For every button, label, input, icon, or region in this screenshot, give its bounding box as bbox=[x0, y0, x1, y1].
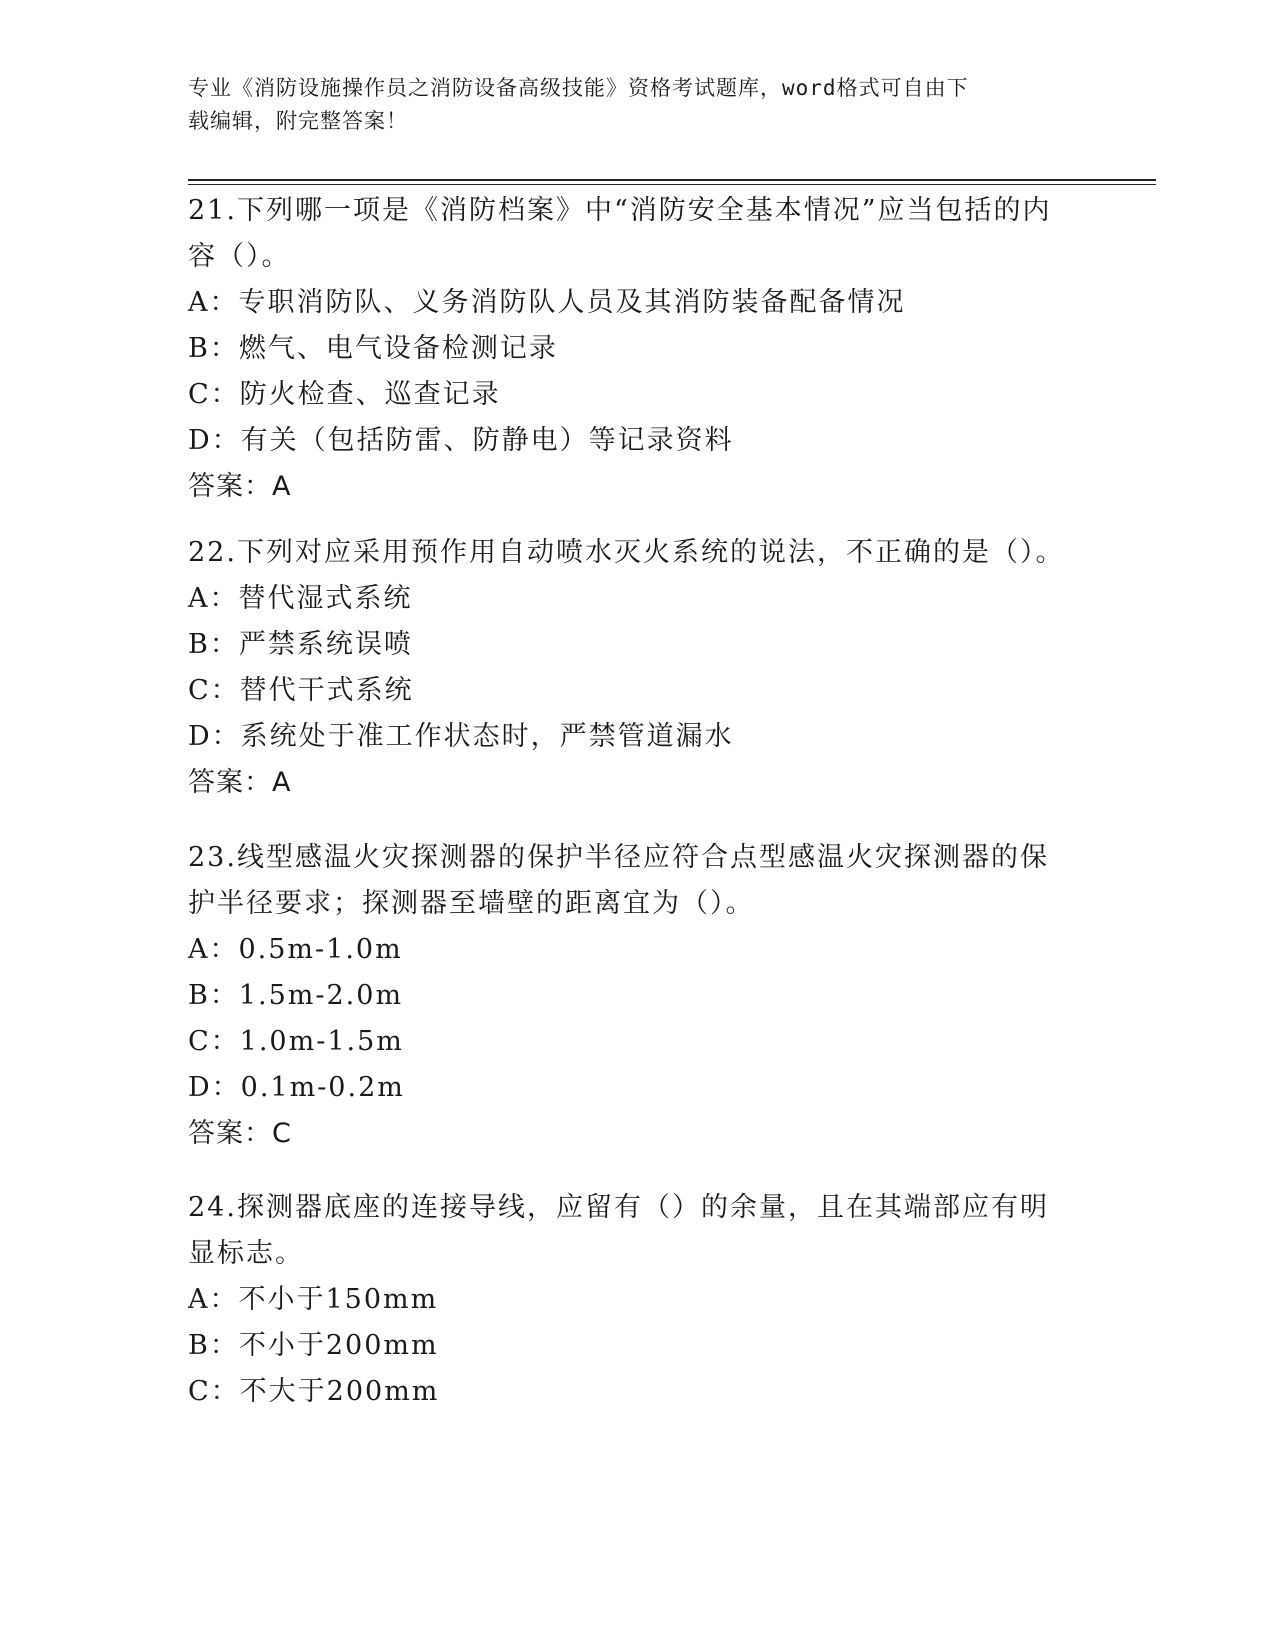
option-a: A：不小于150mm bbox=[188, 1284, 439, 1315]
question-stem: 23.线型感温火灾探测器的保护半径应符合点型感温火灾探测器的保护半径要求；探测器至墙壁的距离宜为（）。 bbox=[188, 842, 1049, 919]
option-b: B：1.5m-2.0m bbox=[188, 980, 404, 1011]
option-a: A：专职消防队、义务消防队人员及其消防装备配备情况 bbox=[188, 287, 906, 318]
question-stem: 24.探测器底座的连接导线，应留有（）的余量，且在其端部应有明显标志。 bbox=[188, 1192, 1049, 1269]
option-b: B：严禁系统误喷 bbox=[188, 629, 413, 660]
option-c: C：1.0m-1.5m bbox=[188, 1026, 404, 1057]
option-b: B：燃气、电气设备检测记录 bbox=[188, 333, 558, 364]
answer-label: 答案：A bbox=[188, 471, 292, 502]
header-line-2: 载编辑，附完整答案！ bbox=[188, 109, 408, 133]
document-header bbox=[188, 72, 1068, 138]
question-stem: 22.下列对应采用预作用自动喷水灭火系统的说法，不正确的是（）。 bbox=[188, 537, 1065, 568]
option-d: D：0.1m-0.2m bbox=[188, 1072, 405, 1103]
option-a: A：替代湿式系统 bbox=[188, 583, 413, 614]
answer-label: 答案：A bbox=[188, 767, 292, 798]
question-stem: 21.下列哪一项是《消防档案》中“消防安全基本情况”应当包括的内容（）。 bbox=[188, 195, 1052, 272]
option-d: D：系统处于准工作状态时，严禁管道漏水 bbox=[188, 721, 734, 752]
option-c: C：不大于200mm bbox=[188, 1376, 440, 1407]
question-23 bbox=[188, 835, 1068, 1157]
answer-label: 答案：C bbox=[188, 1118, 292, 1149]
header-line-1: 专业《消防设施操作员之消防设备高级技能》资格考试题库，word格式可自由下 bbox=[188, 76, 969, 100]
option-c: C：替代干式系统 bbox=[188, 675, 414, 706]
option-c: C：防火检查、巡查记录 bbox=[188, 379, 501, 410]
question-21 bbox=[188, 188, 1068, 510]
option-a: A：0.5m-1.0m bbox=[188, 934, 403, 965]
option-d: D：有关（包括防雷、防静电）等记录资料 bbox=[188, 425, 734, 456]
question-24 bbox=[188, 1185, 1068, 1415]
header-divider-thick bbox=[188, 179, 1156, 181]
header-divider-thin bbox=[188, 184, 1156, 185]
question-22 bbox=[188, 530, 1068, 806]
option-b: B：不小于200mm bbox=[188, 1330, 439, 1361]
